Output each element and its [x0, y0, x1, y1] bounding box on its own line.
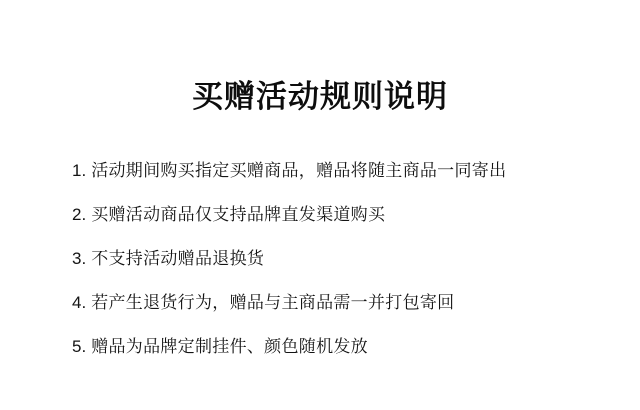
list-item-text: 买赠活动商品仅支持品牌直发渠道购买	[91, 204, 386, 224]
list-item-index: 1.	[72, 161, 87, 180]
list-item-index: 5.	[72, 336, 87, 356]
list-item	[72, 204, 592, 227]
list-item-index: 2.	[72, 204, 87, 224]
list-item	[72, 336, 592, 359]
list-item-index: 4.	[72, 292, 87, 312]
rules-list	[72, 160, 592, 380]
list-item-text: 不支持活动赠品退换货	[91, 248, 265, 268]
list-item-text: 赠品为品牌定制挂件、颜色随机发放	[91, 336, 368, 356]
list-item-index: 3.	[72, 248, 87, 268]
page-title: 买赠活动规则说明	[192, 78, 448, 114]
list-item-text: 若产生退货行为，赠品与主商品需一并打包寄回	[91, 292, 455, 312]
list-item	[72, 292, 592, 315]
list-item	[72, 248, 592, 271]
list-item	[72, 160, 592, 183]
list-item-text: 活动期间购买指定买赠商品，赠品将随主商品一同寄出	[91, 161, 507, 180]
